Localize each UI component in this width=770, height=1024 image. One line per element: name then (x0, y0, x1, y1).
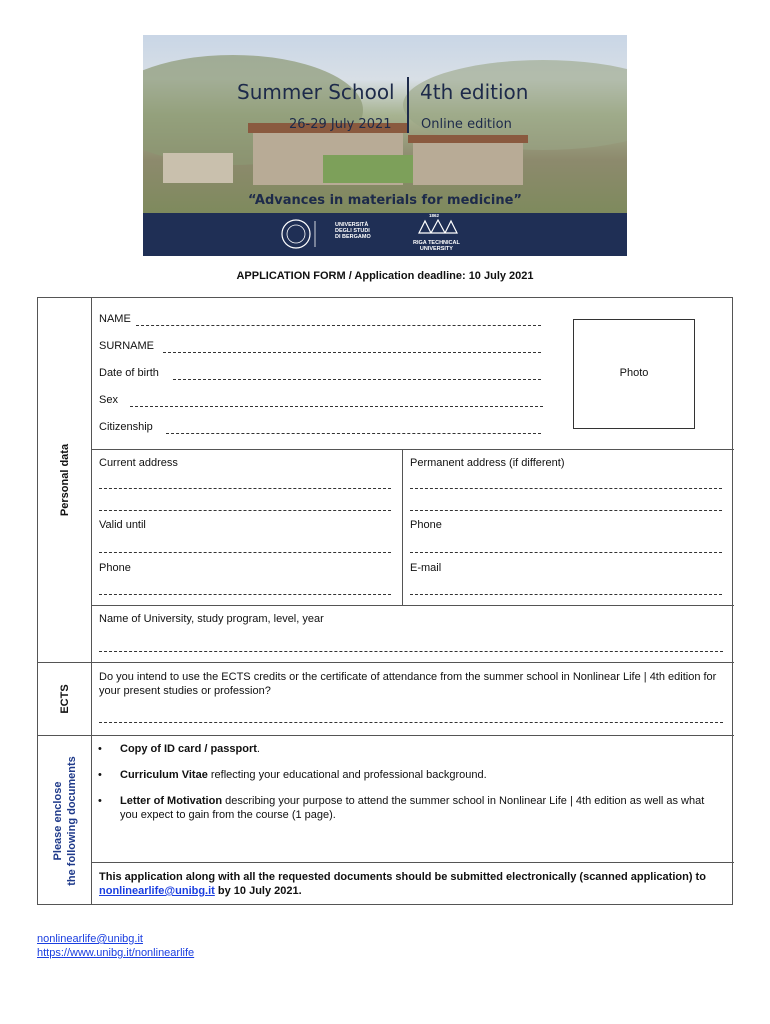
doc-item-rest: . (256, 743, 260, 755)
unibg-logo-text: UNIVERSITÀ DEGLI STUDI DI BERGAMO (335, 222, 371, 240)
footer-website-link[interactable]: https://www.unibg.it/nonlinearlife (37, 947, 195, 959)
name-label: NAME (99, 313, 131, 325)
university-label: Name of University, study program, level, year (99, 613, 324, 625)
logo-band (143, 213, 627, 256)
dob-label: Date of birth (99, 367, 159, 379)
valid-until-label: Valid until (99, 519, 146, 531)
banner-mode: Online edition (421, 117, 512, 132)
phone-right-label: Phone (410, 519, 442, 531)
rtu-year: 1862 (429, 213, 440, 218)
documents-label-line2: the following documents (65, 755, 78, 886)
doc-item-rest: describing your purpose to attend the summer school in Nonlinear Life | 4th edition as well as what you expect to gain from the course (1 page). (120, 795, 705, 821)
footer-email-link[interactable]: nonlinearlife@unibg.it (37, 933, 143, 945)
submission-email-link[interactable]: nonlinearlife@unibg.it (99, 885, 215, 897)
header-banner (143, 35, 627, 256)
section-label-documents (51, 756, 79, 886)
banner-divider (407, 77, 409, 133)
application-form: Personal data ECTS Please enclose the following documents NAME SURNAME Date of birth Sex Citizenship Photo Current address Valid until Phone Permanent address (if different) Phone E-mail Name of University, study program, level, year Do you intend to use the ECTS credits or the certificate of attendance from the summer school in Nonlinear Life | 4th edition for your present studies or profession? • Copy of ID card / passport. • Curriculum Vitae reflecting your educational and professional background. • Letter of Motivation describing your purpose to attend the summer school in Nonlinear Life | 4th edition as well as what you expect to gain from the course (1 page). This application along with all the requested documents should be submitted electronically (scanned application) to nonlinearlife@unibg.it by 10 July 2021. (37, 297, 733, 905)
name-field[interactable] (136, 325, 541, 326)
rtu-logo-icon (415, 217, 461, 237)
sex-field[interactable] (130, 406, 543, 407)
section-ects (38, 662, 92, 735)
email-field[interactable] (410, 594, 722, 595)
phone-left-field[interactable] (99, 594, 391, 595)
submission-note (99, 870, 729, 898)
citizenship-label: Citizenship (99, 421, 153, 433)
phone-left-label: Phone (99, 562, 131, 574)
section-label-ects: ECTS (58, 684, 71, 714)
form-heading: APPLICATION FORM / Application deadline: 10 July 2021 (236, 270, 534, 282)
doc-item-bold: Copy of ID card / passport (120, 743, 257, 755)
sex-label: Sex (99, 394, 118, 406)
section-personal-data (38, 298, 92, 662)
dob-field[interactable] (173, 379, 541, 380)
permanent-address-field-1[interactable] (410, 488, 722, 489)
current-address-label: Current address (99, 457, 178, 469)
citizenship-field[interactable] (166, 433, 541, 434)
banner-quote: “Advances in materials for medicine” (248, 193, 522, 208)
section-label-personal: Personal data (58, 443, 71, 517)
banner-title: Summer School (237, 80, 395, 104)
surname-label: SURNAME (99, 340, 155, 352)
email-label: E-mail (410, 562, 442, 574)
doc-item-bold: Curriculum Vitae (120, 769, 208, 781)
banner-date: 26-29 July 2021 (289, 117, 392, 132)
submission-text: This application along with all the requested documents should be submitted electronically (scanned application) to (99, 871, 706, 883)
doc-item-rest: reflecting your educational and professional background. (207, 769, 487, 781)
phone-right-field[interactable] (410, 552, 722, 553)
permanent-address-label: Permanent address (if different) (410, 457, 565, 469)
unibg-seal-icon (279, 217, 323, 251)
banner-edition: 4th edition (420, 80, 529, 104)
doc-item-bold: Letter of Motivation (120, 795, 223, 807)
photo-label: Photo (619, 367, 649, 379)
submission-deadline: by 10 July 2021. (214, 885, 302, 897)
photo-box[interactable] (573, 319, 695, 429)
current-address-field-2[interactable] (99, 510, 391, 511)
ects-question: Do you intend to use the ECTS credits or the certificate of attendance from the summer school in Nonlinear Life | 4th edition for your present studies or profession? (99, 671, 717, 697)
valid-until-field[interactable] (99, 552, 391, 553)
ects-answer-field[interactable] (99, 722, 723, 723)
surname-field[interactable] (163, 352, 541, 353)
current-address-field-1[interactable] (99, 488, 391, 489)
permanent-address-field-2[interactable] (410, 510, 722, 511)
university-field[interactable] (99, 651, 723, 652)
section-documents (38, 735, 92, 905)
documents-label-line1: Please enclose (51, 781, 64, 860)
rtu-logo-text: RIGA TECHNICAL UNIVERSITY (413, 240, 460, 252)
